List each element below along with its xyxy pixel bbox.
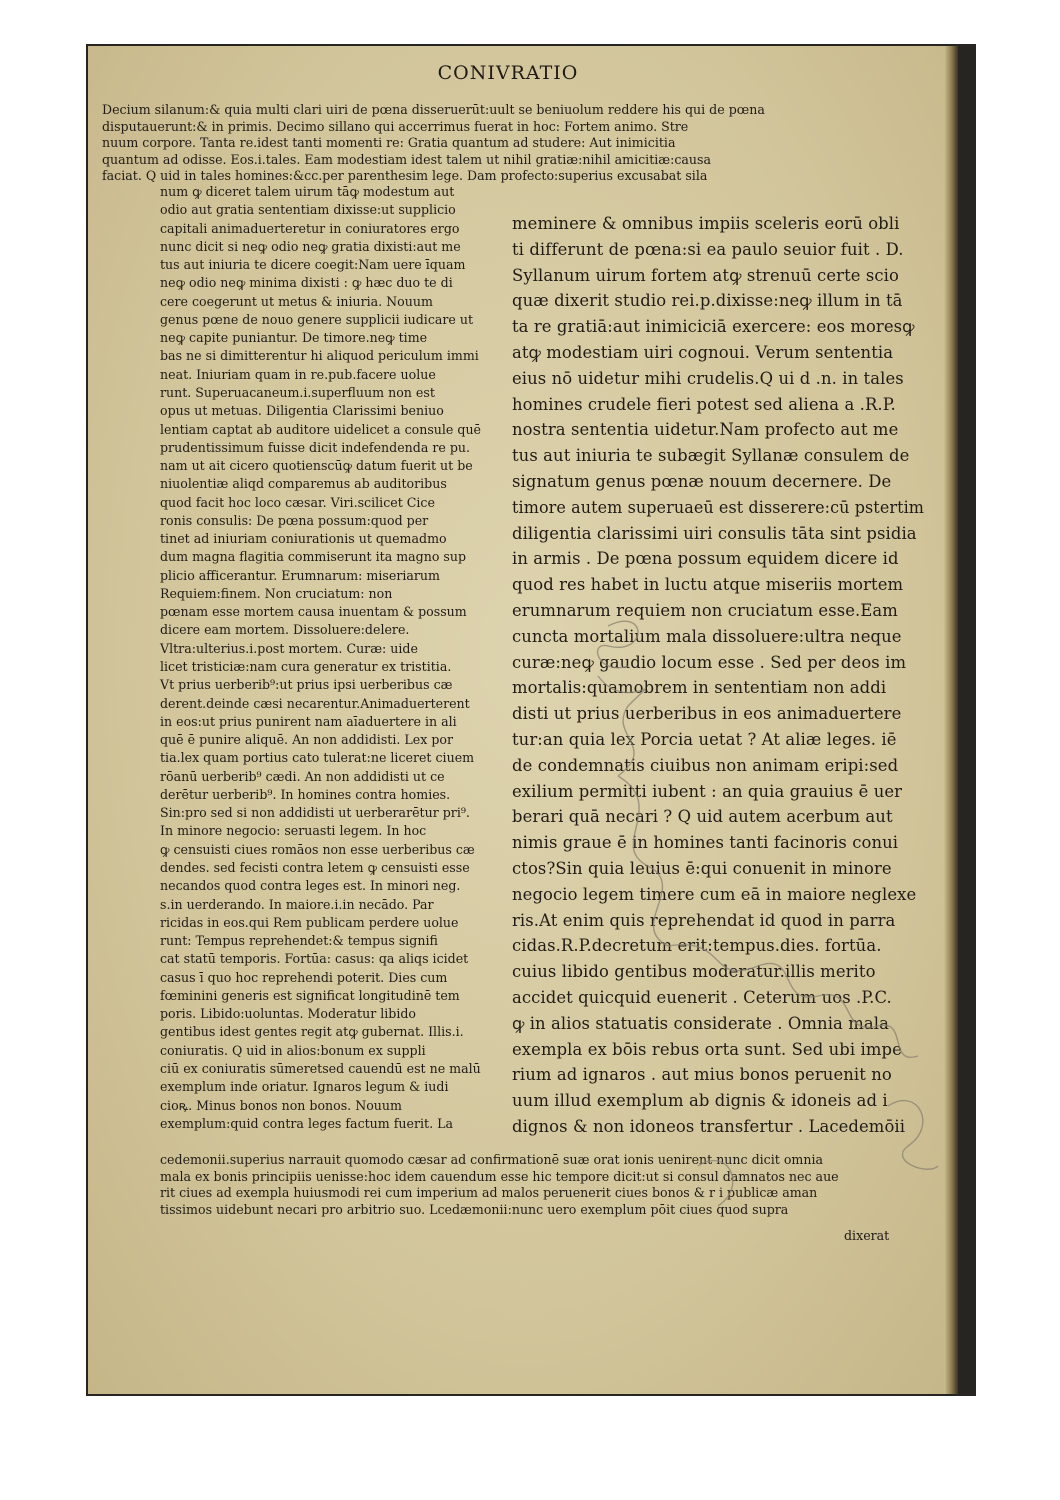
commentary-line: lentiam captat ab auditore uidelicet a consule quē	[160, 421, 482, 437]
main-text-line: erumnarum requiem non cruciatum esse.Eam	[512, 601, 898, 620]
main-text-line: uum illud exemplum ab dignis & idoneis ad i	[512, 1091, 888, 1111]
commentary-line: plicio afficerantur. Erumnarum: miseriarum	[160, 567, 440, 583]
main-text-line: nimis graue ē in homines tanti facinoris conui	[512, 833, 899, 853]
main-text-line: curæ:neꝙ gaudio locum esse . Sed per deos im	[512, 652, 907, 672]
commentary-line: Vltra:ulterius.i.post mortem. Curæ: uide	[160, 640, 418, 656]
commentary-top-line: disputauerunt:& in primis. Decimo sillano qui accerrimus fuerat in hoc: Fortem animo. Stre	[102, 118, 689, 134]
commentary-line: dendes. sed fecisti contra letem ꝙ censuisti esse	[160, 859, 470, 875]
commentary-line: derētur uerberib⁹. In homines contra homies.	[160, 786, 451, 802]
commentary-line: prudentissimum fuisse dicit indefendenda re pu.	[160, 439, 471, 455]
main-text-line: diligentia clarissimi uiri consulis tāta sint psidia	[512, 523, 917, 543]
commentary-line: tinet ad iniuriam coniurationis ut quemadmo	[160, 531, 447, 547]
commentary-line: ricidas in eos.qui Rem publicam perdere uolue	[160, 914, 459, 930]
catchword: dixerat	[844, 1228, 890, 1243]
main-text-line: quæ dixerit studio rei.p.dixisse:neꝙ illum in tā	[512, 291, 903, 311]
main-text-line: negocio legem timere cum eā in maiore neglexe	[512, 884, 917, 904]
main-text-line: mortalis:quamobrem in sententiam non addi	[512, 678, 887, 698]
main-text-line: exempla ex bōis rebus orta sunt. Sed ubi impe	[512, 1039, 902, 1059]
main-text-line: eius nō uidetur mihi crudelis.Q ui d .n. in tales	[512, 368, 904, 388]
commentary-line: tus aut iniuria te dicere coegit:Nam uere īquam	[160, 257, 466, 273]
commentary-line: Requiem:finem. Non cruciatum: non	[160, 585, 393, 601]
commentary-line: Vt prius uerberib⁹:ut prius ipsi uerberibus cæ	[160, 677, 453, 693]
commentary-bottom-line: tissimos uidebunt necari pro arbitrio suo. Lcedæmonii:nunc uero exemplum pōit ciues quod supra	[160, 1201, 789, 1217]
flourish-stroke	[818, 995, 918, 1058]
main-text-line: homines crudele fieri potest sed aliena a .R.P.	[512, 394, 896, 414]
commentary-line: necandos quod contra leges est. In minori neg.	[160, 878, 461, 894]
commentary-line: pœnam esse mortem causa inuentam & possum	[160, 604, 467, 620]
commentary-line: capitali animaduerteretur in coniuratores ergo	[160, 220, 460, 236]
commentary-line: niuolentiæ aliqd comparemus ab auditoribus	[160, 476, 447, 492]
commentary-line: rōanū uerberib⁹ cædi. An non addidisti ut ce	[160, 768, 445, 784]
commentary-top-line: Decium silanum:& quia multi clari uiri de pœna disseruerūt:uult se beniuolum reddere his qui de pœna	[102, 102, 765, 117]
commentary-line: exemplum:quid contra leges factum fuerit. La	[160, 1115, 453, 1131]
commentary-line: ronis consulis: De pœna possum:quod per	[160, 512, 429, 528]
main-text-line: ꝙ in alios statuatis considerate . Omnia mala	[512, 1013, 889, 1033]
main-text-line: ta re gratiā:aut inimiciciā exercere: eos moresꝙ	[512, 317, 915, 337]
main-text-line: signatum genus pœnæ nouum decernere. De	[512, 472, 892, 491]
commentary-line: runt: Tempus reprehendet:& tempus signifi	[160, 933, 438, 949]
main-text-line: rium ad ignaros . aut mius bonos peruenit no	[512, 1065, 892, 1085]
commentary-line: licet tristiciæ:nam cura generatur ex tristitia.	[160, 659, 452, 675]
main-text-line: cuius libido gentibus moderatur.illis merito	[512, 962, 876, 982]
main-text-line: tus aut iniuria te subægit Syllanæ consulem de	[512, 446, 910, 466]
commentary-bottom-line: mala ex bonis principiis uenisse:hoc idem cauendum esse hic tempore dicit:ut si consul damnatos nec aue	[160, 1168, 839, 1184]
main-text-line: disti ut prius uerberibus in eos animaduertere	[512, 704, 902, 724]
commentary-line: neat. Iniuriam quam in re.pub.facere uolue	[160, 366, 436, 382]
commentary-line: fœminini generis est significat longitudinē tem	[160, 987, 460, 1003]
commentary-line: opus ut metuas. Diligentia Clarissimi beniuo	[160, 403, 444, 419]
commentary-line: coniuratis. Q uid in alios:bonum ex suppli	[160, 1042, 426, 1058]
main-text-line: Syllanum uirum fortem atꝙ strenuū certe scio	[512, 265, 899, 285]
marginal-flourish-decoration	[588, 606, 948, 1226]
commentary-line: derent.deinde cæsi necarentur.Animaduerterent	[160, 695, 470, 711]
main-text-line: exilium permitti iubent : an quia grauius ē uer	[512, 781, 903, 801]
main-text-line: ctos?Sin quia leuius ē:qui conuenit in minore	[512, 859, 892, 878]
main-text-line: atꝙ modestiam uiri cognoui. Verum sententia	[512, 343, 894, 362]
commentary-line: dum magna flagitia commiserunt ita magno sup	[160, 549, 467, 565]
commentary-line: s.in uerderando. In maiore.i.in necādo. Par	[160, 896, 434, 912]
main-text-line: dignos & non idoneos transfertur . Lacedemōii	[512, 1117, 906, 1136]
commentary-line: In minore negocio: seruasti legem. In hoc	[160, 823, 427, 839]
flourish-stroke	[598, 621, 638, 668]
main-text-line: de condemnatis ciuibus non animam eripi:sed	[512, 755, 899, 775]
flourish-stroke	[618, 776, 668, 946]
flourish-stroke	[598, 676, 645, 776]
flourish-stroke	[698, 1161, 733, 1206]
flourish-strokes	[598, 621, 938, 1206]
commentary-bottom-line: cedemonii.superius narrauit quomodo cæsar ad confirmationē suæ orat ionis uenirent nunc dicit omnia	[160, 1152, 823, 1167]
main-text-line: ris.At enim quis reprehendat id quod in parra	[512, 910, 896, 930]
main-text-line: meminere & omnibus impiis sceleris eorū obli	[512, 214, 900, 233]
commentary-line: quē ē punire aliquē. An non addidisti. Lex por	[160, 732, 453, 748]
commentary-line: cat statū temporis. Fortūa: casus: qa aliqs icidet	[160, 951, 469, 967]
commentary-line: cere coegerunt ut metus & iniuria. Nouum	[160, 293, 433, 309]
commentary-line: gentibus idest gentes regit atꝙ gubernat. Illis.i.	[160, 1024, 464, 1040]
commentary-top-line: faciat. Q uid in tales homines:&cc.per parenthesim lege. Dam profecto:superius excusabat sila	[102, 168, 708, 183]
main-text-line: timore autem superuaeū est disserere:cū pstertim	[512, 497, 925, 517]
commentary-line: runt. Superuacaneum.i.superfluum non est	[160, 384, 435, 400]
commentary-line: Sin:pro sed si non addidisti ut uerberarētur pri⁹.	[160, 805, 470, 821]
commentary-line: in eos:ut prius punirent nam aīaduertere in ali	[160, 713, 457, 729]
commentary-line: casus ī quo hoc reprehendi poterit. Dies cum	[160, 969, 448, 985]
main-text-line: quod res habet in luctu atque miseriis mortem	[512, 575, 904, 595]
commentary-line: ꝙ censuisti ciues romāos non esse uerberibus cæ	[160, 841, 475, 857]
book-page	[88, 46, 958, 1394]
main-text-line: ti differunt de pœna:si ea paulo seuior fuit . D.	[512, 239, 904, 259]
running-head: CONIVRATIO	[437, 62, 579, 84]
commentary-line: ciū ex coniuratis sūmeretsed cauendū est ne malū	[160, 1060, 481, 1076]
commentary-top-line: nuum corpore. Tanta re.idest tanti momenti re: Gratia quantum ad studere: Aut inimicitia	[102, 135, 676, 150]
commentary-line: genus pœne de nouo genere supplicii iudicare ut	[160, 311, 474, 327]
commentary-line: nunc dicit si neꝙ odio neꝙ gratia dixisti:aut me	[160, 238, 461, 254]
commentary-line: dicere eam mortem. Dissoluere:delere.	[160, 622, 410, 638]
commentary-line: exemplum inde oriatur. Ignaros legum & iudi	[160, 1079, 449, 1095]
main-text-line: in armis . De pœna possum equidem dicere id	[512, 549, 899, 569]
commentary-line: tia.lex quam portius cato tulerat:ne liceret ciuem	[160, 750, 475, 766]
main-text-line: berari quā necari ? Q uid autem acerbum aut	[512, 807, 893, 827]
commentary-top-line: quantum ad odisse. Eos.i.tales. Eam modestiam idest talem ut nihil gratiæ:nihil amicitiæ:causa	[102, 151, 712, 167]
main-text-line: tur:an quia lex Porcia uetat ? At aliæ leges. iē	[512, 730, 897, 749]
commentary-line: quod facit hoc loco cæsar. Viri.scilicet Cice	[160, 494, 435, 510]
commentary-bottom-line: rit ciues ad exempla huiusmodi rei cum imperium ad malos peruenerit ciues bonos & r i publicæ aman	[160, 1185, 818, 1201]
commentary-line: bas ne si dimitterentur hi aliquod periculum immi	[160, 348, 479, 364]
main-text-line: cidas.R.P.decretum erit:tempus.dies. fortūa.	[512, 936, 882, 956]
flourish-stroke	[668, 945, 818, 998]
commentary-line: num ꝙ diceret talem uirum tāꝙ modestum aut	[160, 184, 455, 199]
main-text-line: accidet quicquid euenerit . Ceterum uos .P.C.	[512, 988, 892, 1007]
main-text-line: cuncta mortalium mala dissoluere:ultra neque	[512, 626, 902, 646]
main-text-line: nostra sententia uidetur.Nam profecto aut me	[512, 420, 899, 440]
commentary-line: odio aut gratia sententiam dixisse:ut supplicio	[160, 202, 456, 218]
commentary-line: neꝙ odio neꝙ minima dixisti : ꝙ hæc duo te di	[160, 275, 453, 291]
commentary-line: nam ut ait cicero quotienscūꝙ datum fuerit ut be	[160, 458, 473, 474]
commentary-line: neꝙ capite puniantur. De timore.neꝙ time	[160, 330, 428, 346]
commentary-line: cioꝶ. Minus bonos non bonos. Nouum	[160, 1097, 402, 1113]
commentary-line: poris. Libido:uoluntas. Moderatur libido	[160, 1006, 417, 1022]
flourish-stroke	[888, 1101, 938, 1170]
